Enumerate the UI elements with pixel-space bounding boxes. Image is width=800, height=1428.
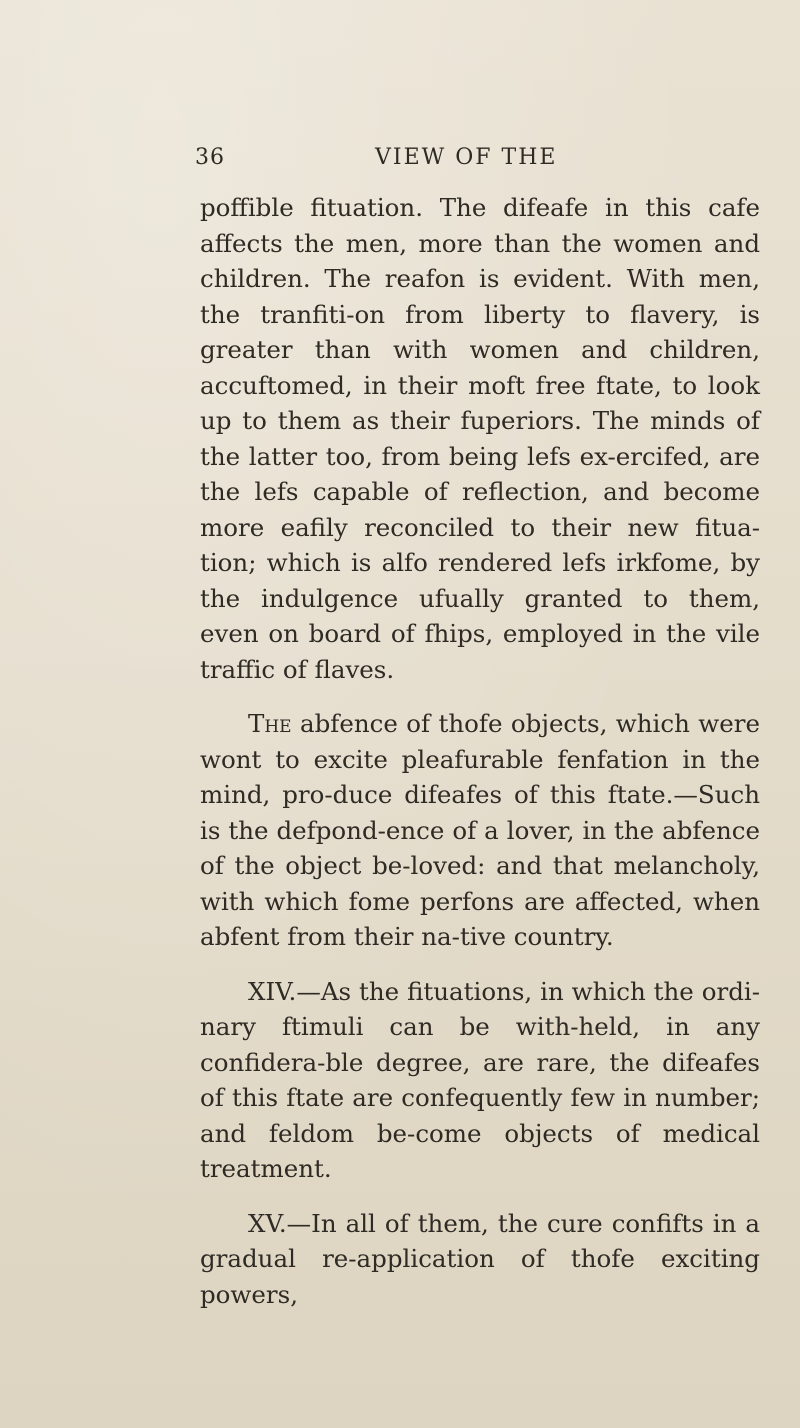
- paragraph-4-lead: XV.: [248, 1208, 287, 1238]
- body-text: [200, 190, 760, 1312]
- paragraph-4: [200, 1206, 760, 1313]
- running-head: VIEW OF THE: [375, 145, 558, 170]
- page-number: 36: [195, 145, 225, 170]
- paragraph-1-text: poffible fituation. The difeafe in this cafe affects the men, more than the women and children. The reafon is evident. With men, the tranfiti-on from liberty to flavery, is greater than with women and children, accuftomed, in their moft free ftate, to look up to them as their fuperiors. The minds of the latter too, from being lefs ex-ercifed, are the lefs capable of reflection, and become more eafily reconciled to their new fitua-tion; which is alfo rendered lefs irkfome, by the indulgence ufually granted to them, even on board of fhips, employed in the vile traffic of flaves.: [200, 193, 760, 684]
- page-header: [195, 145, 595, 175]
- paragraph-2-text: abfence of thofe objects, which were wont to excite pleafurable fenfation in the mind, pro-duce difeafes of this ftate.—Such is the defpond-ence of a lover, in the abfence of the object be-loved: and that melancholy, with which fome perfons are affected, when abfent from their na-tive country.: [200, 709, 760, 951]
- paragraph-3-text: —As the fituations, in which the ordi-nary ftimuli can be with-held, in any confidera-ble degree, are rare, the difeafes of this ftate are confequently few in number; and feldom be-come objects of medical treatment.: [200, 976, 760, 1183]
- paragraph-3: [200, 974, 760, 1187]
- paragraph-2-lead: The: [248, 709, 292, 738]
- paragraph-3-lead: XIV.: [248, 976, 297, 1006]
- paragraph-4-text: —In all of them, the cure confifts in a gradual re-application of thofe exciting powers,: [200, 1208, 760, 1309]
- paragraph-2: [200, 706, 760, 955]
- paragraph-1: [200, 190, 760, 687]
